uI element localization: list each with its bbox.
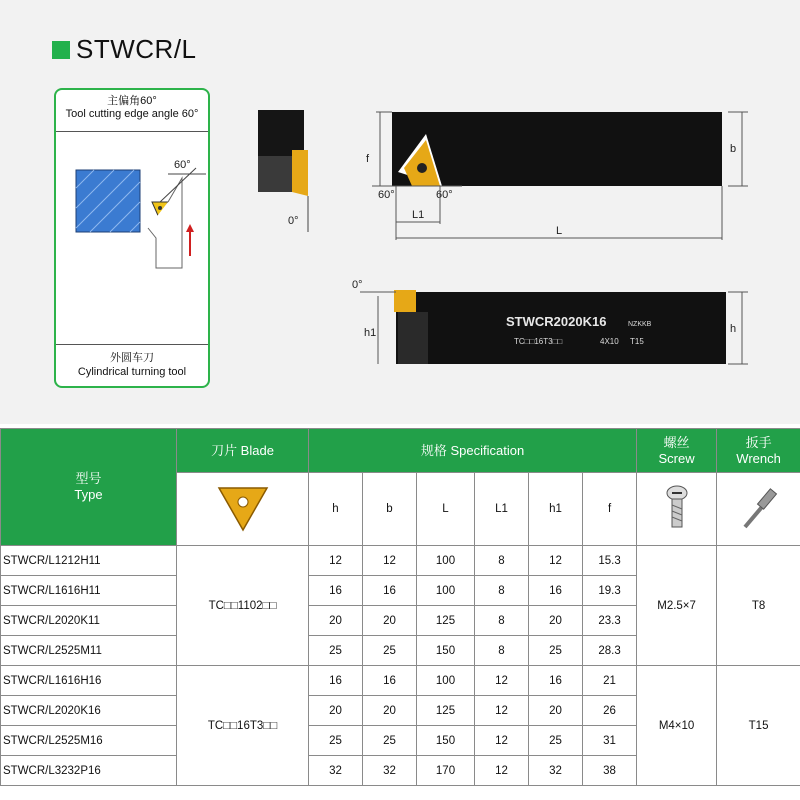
value-L: 100 — [417, 546, 475, 576]
side-angle-label: 0° — [352, 279, 363, 291]
spec-col-h: h — [309, 473, 363, 546]
value-f: 31 — [583, 726, 637, 756]
type-cell: STWCR/L2020K16 — [1, 696, 177, 726]
value-h1: 25 — [529, 636, 583, 666]
value-b: 16 — [363, 576, 417, 606]
value-L: 170 — [417, 756, 475, 786]
value-L: 100 — [417, 666, 475, 696]
type-cell: STWCR/L1212H11 — [1, 546, 177, 576]
front-view — [258, 110, 308, 232]
value-f: 23.3 — [583, 606, 637, 636]
header-type-cn: 型号 — [75, 471, 102, 486]
value-h: 16 — [309, 576, 363, 606]
value-h: 20 — [309, 606, 363, 636]
dim-h1-label: h1 — [364, 327, 377, 339]
value-L1: 8 — [475, 576, 529, 606]
value-h: 12 — [309, 546, 363, 576]
front-insert-shape — [292, 150, 308, 196]
value-f: 15.3 — [583, 546, 637, 576]
header-wrench-cn: 扳手 — [745, 434, 772, 450]
wrench-cell: T15 — [717, 666, 800, 786]
engraved-screw: 4X10 — [600, 337, 619, 346]
blade-cell: TC□□1102□□ — [177, 546, 309, 666]
engraved-wrench: T15 — [630, 337, 644, 346]
screw-cell: M2.5×7 — [637, 546, 717, 666]
wrench-icon — [737, 483, 781, 533]
value-h: 20 — [309, 696, 363, 726]
value-h1: 20 — [529, 696, 583, 726]
info-heading-en: Tool cutting edge angle 60° — [65, 108, 199, 120]
top-shank-shape — [392, 112, 722, 186]
value-h: 32 — [309, 756, 363, 786]
type-cell: STWCR/L3232P16 — [1, 756, 177, 786]
type-cell: STWCR/L2525M16 — [1, 726, 177, 756]
wrench-image-cell — [717, 473, 800, 546]
value-L1: 12 — [475, 666, 529, 696]
side-view — [352, 279, 748, 364]
top-angle-left-label: 60° — [378, 189, 395, 201]
engraved-brand: NZKKB — [628, 321, 652, 328]
value-h1: 16 — [529, 576, 583, 606]
spec-table-body — [1, 546, 800, 786]
value-L1: 8 — [475, 636, 529, 666]
top-view — [366, 112, 748, 240]
spec-col-f: f — [583, 473, 637, 546]
table-row — [1, 666, 800, 696]
dim-L-label: L — [556, 225, 563, 237]
value-b: 20 — [363, 696, 417, 726]
info-heading-cn: 主偏角60° — [107, 95, 157, 107]
value-b: 25 — [363, 636, 417, 666]
value-f: 38 — [583, 756, 637, 786]
front-shank-shape — [258, 110, 304, 156]
screw-icon — [660, 483, 694, 533]
value-f: 21 — [583, 666, 637, 696]
value-h1: 12 — [529, 546, 583, 576]
insert-triangle-icon — [213, 480, 273, 536]
value-b: 16 — [363, 666, 417, 696]
header-wrench-en: Wrench — [736, 450, 781, 466]
value-L1: 8 — [475, 606, 529, 636]
value-L1: 12 — [475, 756, 529, 786]
value-L: 125 — [417, 696, 475, 726]
value-L1: 12 — [475, 696, 529, 726]
spec-col-L: L — [417, 473, 475, 546]
info-footer-cn: 外圆车刀 — [110, 352, 154, 364]
value-L: 150 — [417, 636, 475, 666]
value-L: 125 — [417, 606, 475, 636]
dim-f-label: f — [366, 153, 370, 165]
value-h1: 20 — [529, 606, 583, 636]
table-row — [1, 546, 800, 576]
front-shank-lower — [258, 156, 292, 192]
value-f: 28.3 — [583, 636, 637, 666]
value-f: 19.3 — [583, 576, 637, 606]
header-spec: 规格 Specification — [309, 429, 637, 473]
blade-image-cell — [177, 473, 309, 546]
value-L: 100 — [417, 576, 475, 606]
type-cell: STWCR/L1616H11 — [1, 576, 177, 606]
value-h1: 25 — [529, 726, 583, 756]
value-b: 12 — [363, 546, 417, 576]
side-insert-shape — [394, 290, 416, 312]
spec-col-b: b — [363, 473, 417, 546]
value-f: 26 — [583, 696, 637, 726]
engraved-model: STWCR2020K16 — [506, 314, 607, 329]
value-L1: 8 — [475, 546, 529, 576]
value-b: 25 — [363, 726, 417, 756]
engraved-insert: TC□□16T3□□ — [514, 337, 563, 346]
header-screw-cn: 螺丝 — [663, 434, 690, 450]
side-head-shape — [398, 312, 428, 364]
info-footer-en: Cylindrical turning tool — [77, 366, 187, 378]
value-L: 150 — [417, 726, 475, 756]
header-screw-en: Screw — [658, 450, 695, 466]
screw-image-cell — [637, 473, 717, 546]
top-angle-right-label: 60° — [436, 189, 453, 201]
header-blade: 刀片 Blade — [177, 429, 309, 473]
value-b: 20 — [363, 606, 417, 636]
spec-col-L1: L1 — [475, 473, 529, 546]
dim-L1-label: L1 — [412, 209, 425, 221]
front-angle-label: 0° — [288, 215, 299, 227]
spec-col-h1: h1 — [529, 473, 583, 546]
wrench-cell: T8 — [717, 546, 800, 666]
value-h1: 16 — [529, 666, 583, 696]
value-b: 32 — [363, 756, 417, 786]
title-text: STWCR/L — [76, 34, 197, 64]
header-screw — [637, 429, 717, 473]
value-L1: 12 — [475, 726, 529, 756]
spec-table — [0, 428, 800, 786]
header-type — [1, 429, 177, 546]
type-cell: STWCR/L2525M11 — [1, 636, 177, 666]
header-type-en: Type — [74, 487, 103, 502]
header-row — [1, 429, 800, 473]
value-h1: 32 — [529, 756, 583, 786]
value-h: 25 — [309, 726, 363, 756]
value-h: 25 — [309, 636, 363, 666]
type-cell: STWCR/L2020K11 — [1, 606, 177, 636]
type-cell: STWCR/L1616H16 — [1, 666, 177, 696]
value-h: 16 — [309, 666, 363, 696]
screw-cell: M4×10 — [637, 666, 717, 786]
blade-cell: TC□□16T3□□ — [177, 666, 309, 786]
top-insert-screw-icon — [417, 163, 427, 173]
angle-label: 60° — [174, 159, 191, 171]
dim-h-label: h — [730, 323, 737, 335]
header-wrench — [717, 429, 800, 473]
dim-b-label: b — [730, 143, 737, 155]
